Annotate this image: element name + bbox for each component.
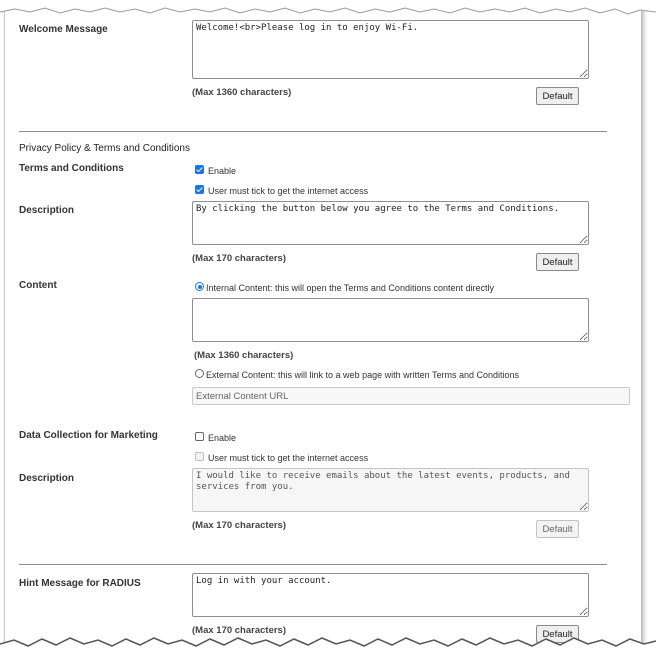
radius-hint-textarea[interactable]: [192, 573, 589, 617]
privacy-section-title: Privacy Policy & Terms and Conditions: [19, 143, 190, 154]
terms-enable-label: Enable: [208, 166, 237, 176]
section-divider: [19, 131, 607, 132]
welcome-max-hint: (Max 1360 characters): [192, 87, 292, 98]
marketing-enable-checkbox[interactable]: [195, 432, 204, 441]
marketing-enable-label: Enable: [208, 433, 237, 443]
content-label: Content: [19, 280, 57, 291]
internal-content-label: Internal Content: this will open the Terms and Conditions content directly: [206, 283, 494, 293]
marketing-max-hint: (Max 170 characters): [192, 520, 286, 531]
marketing-description-textarea[interactable]: [192, 468, 589, 512]
terms-enable-checkbox[interactable]: [195, 165, 204, 174]
section-divider: [19, 564, 607, 565]
internal-content-radio[interactable]: [195, 282, 204, 291]
marketing-description-label: Description: [19, 473, 75, 484]
external-content-label: External Content: this will link to a web page with written Terms and Conditions: [206, 370, 519, 380]
internal-max-hint: (Max 1360 characters): [194, 350, 294, 361]
terms-description-label: Description: [19, 205, 75, 216]
marketing-default-button[interactable]: Default: [536, 520, 579, 538]
welcome-default-button[interactable]: Default: [536, 87, 579, 105]
terms-label: Terms and Conditions: [19, 163, 124, 174]
torn-edge-bottom: [0, 630, 656, 658]
marketing-label: Data Collection for Marketing: [19, 430, 158, 441]
torn-edge-top: [0, 0, 656, 24]
welcome-message-textarea[interactable]: [192, 20, 589, 79]
terms-description-textarea[interactable]: [192, 201, 589, 245]
external-content-url-input[interactable]: [192, 387, 630, 405]
internal-content-textarea[interactable]: [192, 298, 589, 342]
terms-description-max-hint: (Max 170 characters): [192, 253, 286, 264]
radius-hint-label: Hint Message for RADIUS: [19, 578, 141, 589]
terms-must-tick-checkbox[interactable]: [195, 185, 204, 194]
terms-must-tick-label: User must tick to get the internet access: [208, 186, 369, 196]
radius-max-hint: (Max 170 characters): [192, 625, 286, 636]
marketing-must-tick-checkbox[interactable]: [195, 452, 204, 461]
settings-panel: [4, 0, 642, 650]
welcome-message-label: Welcome Message: [19, 24, 108, 35]
terms-default-button[interactable]: Default: [536, 253, 579, 271]
marketing-must-tick-label: User must tick to get the internet access: [208, 453, 369, 463]
external-content-radio[interactable]: [195, 369, 204, 378]
radius-default-button[interactable]: Default: [536, 625, 579, 643]
